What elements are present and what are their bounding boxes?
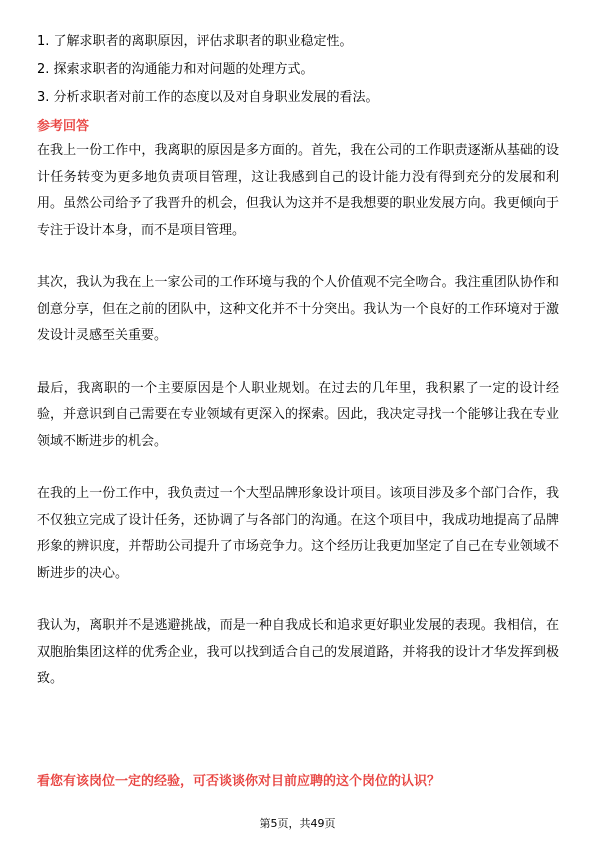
goal-item-3: 3. 分析求职者对前工作的态度以及对自身职业发展的看法。 [37, 90, 379, 105]
answer-paragraph-4: 在我的上一份工作中，我负责过一个大型品牌形象设计项目。该项目涉及多个部门合作，我不仅独立完成了设计任务，还协调了与各部门的沟通。在这个项目中，我成功地提高了品牌形象的辨识度，并帮助公司提升了市场竞争力。这个经历让我更加坚定了自己在专业领域不断进步的决心。 [37, 486, 559, 581]
answer-paragraph-2: 其次，我认为我在上一家公司的工作环境与我的个人价值观不完全吻合。我注重团队协作和创意分享，但在之前的团队中，这种文化并不十分突出。我认为一个良好的工作环境对于激发设计灵感至关重要。 [37, 275, 559, 343]
goal-item-1: 1. 了解求职者的离职原因，评估求职者的职业稳定性。 [37, 34, 353, 49]
answer-paragraph-1: 在我上一份工作中，我离职的原因是多方面的。首先，我在公司的工作职责逐渐从基础的设计任务转变为更多地负责项目管理，这让我感到自己的设计能力没有得到充分的发展和利用。虽然公司给予了我晋升的机会，但我认为这并不是我想要的职业发展方向。我更倾向于专注于设计本身，而不是项目管理。 [37, 143, 559, 238]
answer-paragraph-3: 最后，我离职的一个主要原因是个人职业规划。在过去的几年里，我积累了一定的设计经验，并意识到自己需要在专业领域有更深入的探索。因此，我决定寻找一个能够让我在专业领域不断进步的机会。 [37, 380, 559, 449]
page-footer: 第5页，共49页 [259, 817, 336, 830]
answer-heading: 参考回答 [37, 119, 90, 134]
answer-paragraph-5: 我认为，离职并不是逃避挑战，而是一种自我成长和追求更好职业发展的表现。我相信，在双胞胎集团这样的优秀企业，我可以找到适合自己的发展道路，并将我的设计才华发挥到极致。 [37, 618, 559, 686]
goal-item-2: 2. 探索求职者的沟通能力和对问题的处理方式。 [37, 62, 314, 77]
page-content [37, 28, 559, 693]
next-question-heading: 看您有该岗位一定的经验，可否谈谈你对目前应聘的这个岗位的认识？ [37, 774, 441, 789]
